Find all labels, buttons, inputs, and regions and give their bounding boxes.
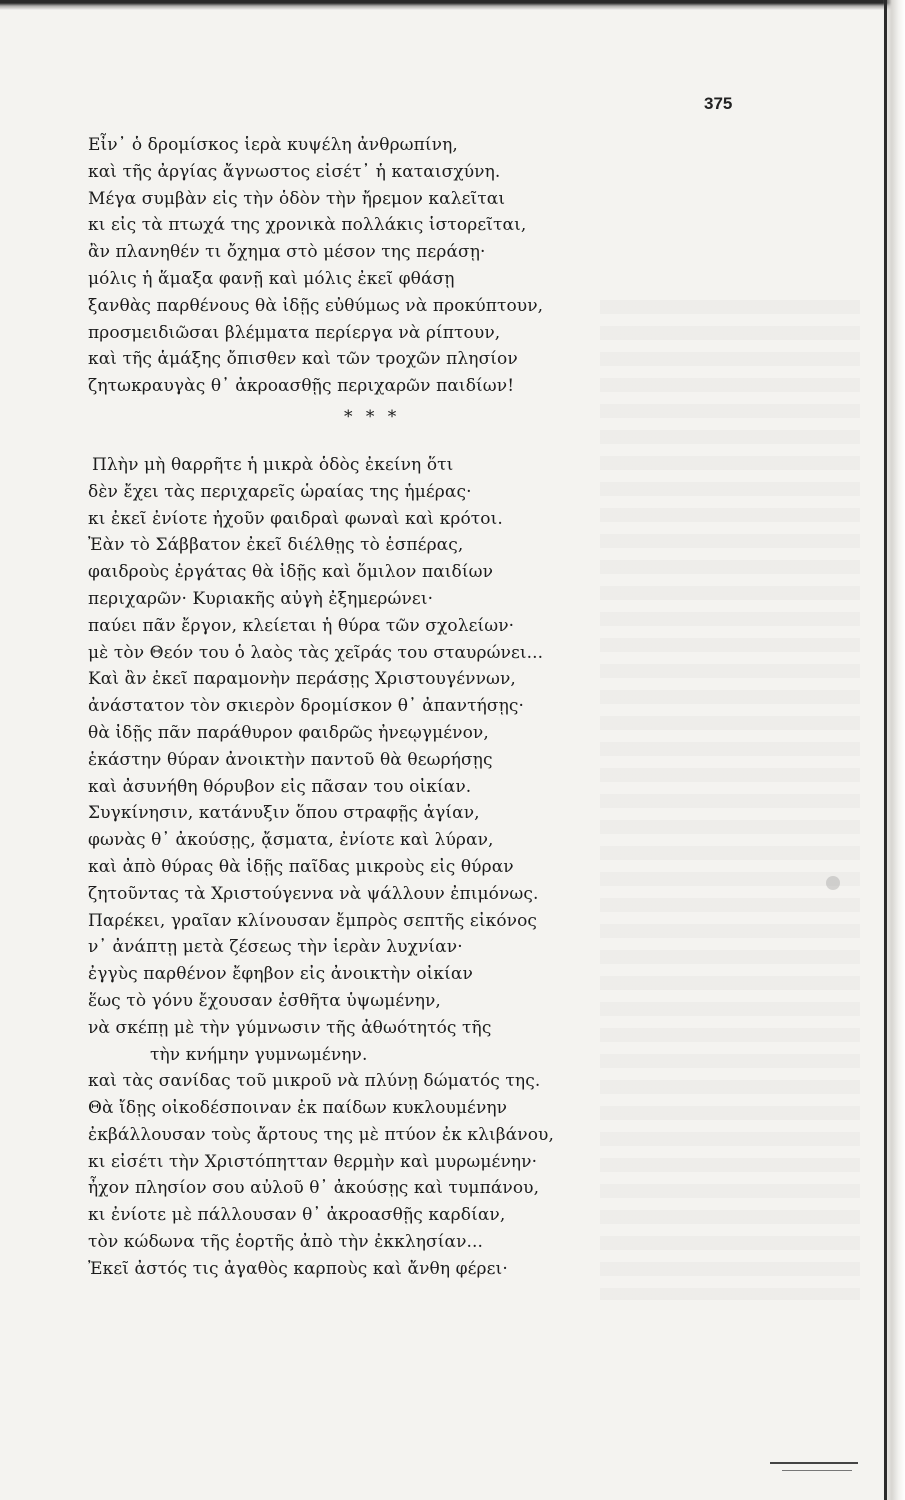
bleed-through-texture — [600, 300, 860, 1300]
poem-line: παύει πᾶν ἔργον, κλείεται ἡ θύρα τῶν σχολείων· — [88, 615, 515, 636]
poem-line: καὶ ἀπὸ θύρας θὰ ἰδῇς παῖδας μικροὺς εἰς θύραν — [88, 856, 514, 877]
poem-line: Εἶν᾽ ὁ δρομίσκος ἱερὰ κυψέλη ἀνθρωπίνη, — [88, 135, 458, 155]
poem-line: μὲ τὸν Θεόν του ὁ λαὸς τὰς χεῖράς του σταυρώνει... — [88, 642, 544, 663]
poem-line: τὴν κνήμην γυμνωμένην. — [150, 1044, 368, 1065]
stanza-1 — [88, 132, 608, 400]
poem-line: ζητωκραυγὰς θ᾽ ἀκροασθῇς περιχαρῶν παιδίων! — [88, 376, 515, 397]
poem-line: προσμειδιῶσαι βλέμματα περίεργα νὰ ρίπτουν, — [88, 322, 501, 343]
scan-blemish — [826, 876, 840, 890]
top-edge-shadow — [0, 0, 905, 10]
poem-line: καὶ τὰς σανίδας τοῦ μικροῦ νὰ πλύνῃ δώματός της. — [88, 1071, 541, 1092]
stanza-2 — [88, 452, 608, 1283]
footer-rule-secondary — [782, 1470, 852, 1471]
poem-line: ἐκβάλλουσαν τοὺς ἄρτους της μὲ πτύον ἐκ κλιβάνου, — [88, 1124, 554, 1145]
poem-line: φωνὰς θ᾽ ἀκούσῃς, ᾄσματα, ἐνίοτε καὶ λύραν, — [88, 830, 494, 851]
poem-line: νὰ σκέπῃ μὲ τὴν γύμνωσιν τῆς ἀθωότητός τῆς — [88, 1017, 492, 1038]
poem-line: ἦχον πλησίον σου αὐλοῦ θ᾽ ἀκούσῃς καὶ τυμπάνου, — [88, 1178, 540, 1199]
poem-line: Ἐὰν τὸ Σάββατον ἐκεῖ διέλθῃς τὸ ἑσπέρας, — [88, 535, 464, 556]
poem-line: ξανθὰς παρθένους θὰ ἰδῇς εὐθύμως νὰ προκύπτουν, — [88, 295, 544, 316]
page-number: 375 — [704, 94, 733, 113]
poem-line: ἂν πλανηθέν τι ὄχημα στὸ μέσον της περάσῃ· — [88, 242, 486, 263]
poem-line: ἕως τὸ γόνυ ἔχουσαν ἐσθῆτα ὑψωμένην, — [88, 990, 441, 1011]
poem-line: Πλὴν μὴ θαρρῆτε ἡ μικρὰ ὁδὸς ἐκείνη ὅτι — [92, 454, 454, 475]
footer-rule — [770, 1462, 858, 1464]
poem-line: μόλις ἡ ἅμαξα φανῇ καὶ μόλις ἐκεῖ φθάσῃ — [88, 268, 455, 289]
poem-line: ἐγγὺς παρθένον ἔφηβον εἰς ἀνοικτὴν οἰκίαν — [88, 964, 473, 985]
poem-line: φαιδροὺς ἐργάτας θὰ ἰδῇς καὶ ὅμιλον παιδίων — [88, 562, 494, 583]
poem-line: ν᾽ ἀνάπτῃ μετὰ ζέσεως τὴν ἱερὰν λυχνίαν· — [88, 937, 463, 958]
right-binding-line — [884, 0, 887, 1500]
poem-line: Καὶ ἂν ἐκεῖ παραμονὴν περάσῃς Χριστουγέννων, — [88, 669, 516, 690]
poem-line: κι ἐκεῖ ἐνίοτε ἠχοῦν φαιδραὶ φωναὶ καὶ κρότοι. — [88, 508, 503, 529]
poem-line: τὸν κώδωνα τῆς ἑορτῆς ἀπὸ τὴν ἐκκλησίαν... — [88, 1232, 484, 1253]
poem-line: περιχαρῶν· Κυριακῆς αὐγὴ ἐξημερώνει· — [88, 588, 434, 609]
poem-line: κι εἰσέτι τὴν Χριστόπητταν θερμὴν καὶ μυρωμένην· — [88, 1151, 538, 1172]
poem-line: δὲν ἔχει τὰς περιχαρεῖς ὡραίας της ἡμέρας· — [88, 481, 472, 502]
poem-line: Μέγα συμβὰν εἰς τὴν ὁδὸν τὴν ἤρεμον καλεῖται — [88, 188, 506, 209]
poem-line: Συγκίνησιν, κατάνυξιν ὅπου στραφῇς ἁγίαν, — [88, 803, 480, 824]
poem-line: κι ἐνίοτε μὲ πάλλουσαν θ᾽ ἀκροασθῇς καρδίαν, — [88, 1205, 506, 1226]
poem-line: ζητοῦντας τὰ Χριστούγεννα νὰ ψάλλουν ἐπιμόνως. — [88, 883, 539, 904]
poem-line: καὶ τῆς ἁμάξης ὄπισθεν καὶ τῶν τροχῶν πλησίον — [88, 349, 518, 370]
poem-line: Παρέκει, γραῖαν κλίνουσαν ἔμπρὸς σεπτῆς εἰκόνος — [88, 910, 538, 931]
poem-body — [88, 132, 608, 1283]
poem-line: καὶ τῆς ἀργίας ἄγνωστος εἰσέτ᾽ ἡ καταισχύνη. — [88, 161, 501, 182]
poem-line: Ἐκεῖ ἀστός τις ἀγαθὸς καρποὺς καὶ ἄνθη φέρει· — [88, 1258, 508, 1279]
poem-line: θὰ ἰδῇς πᾶν παράθυρον φαιδρῶς ἠνεῳγμένον, — [88, 722, 489, 743]
section-separator: * * * — [344, 406, 401, 427]
poem-line: ἑκάστην θύραν ἀνοικτὴν παντοῦ θὰ θεωρήσῃς — [88, 749, 493, 770]
poem-line: κι εἰς τὰ πτωχά της χρονικὰ πολλάκις ἱστορεῖται, — [88, 215, 527, 236]
poem-line: καὶ ἀσυνήθη θόρυβον εἰς πᾶσαν του οἰκίαν. — [88, 776, 472, 797]
poem-line: ἀνάστατον τὸν σκιερὸν δρομίσκον θ᾽ ἀπαντήσῃς· — [88, 696, 524, 717]
poem-line: Θὰ ἴδῃς οἰκοδέσποιναν ἐκ παίδων κυκλουμένην — [88, 1098, 508, 1119]
